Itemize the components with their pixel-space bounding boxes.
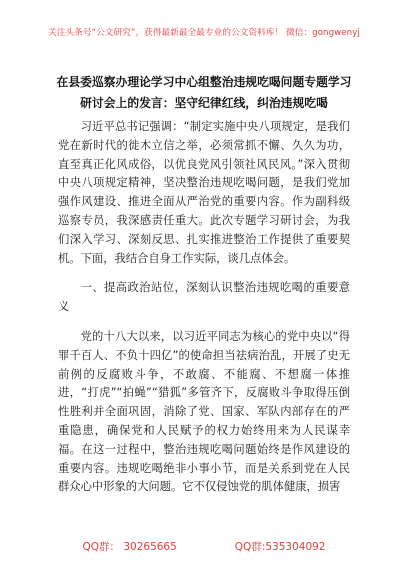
- footer-qq-left: QQ群： 30265665: [82, 541, 177, 553]
- title-line-1: 在县委巡察办理论学习中心组整治违规吃喝问题专题学习: [56, 75, 352, 89]
- footer-contacts: [0, 539, 408, 554]
- title-line-2: 研讨会上的发言：坚守纪律红线，纠治违规吃喝: [80, 96, 328, 110]
- document-body: [58, 118, 350, 497]
- paragraph-intro: 习近平总书记强调：“制定实施中央八项规定，是我们党在新时代的徙木立信之举，必须常抓不懈、久久为功，直至真正化风成俗，以优良党风引领社风民风。”深入贯彻中央八项规定精神，坚决整治违规吃喝问题，是我们党加强作风建设、推进全面从严治党的重要内容。作为副科级巡察专员，我深感责任重大。此次专题学习研讨会，为我们深入学习、深刻反思、扎实推进整治工作提供了重要契机。下面，我结合自身工作实际，谈几点体会。: [58, 120, 350, 265]
- header-banner: 关注头条号“公文研究”，获得最新最全最专业的公文资料库！ 微信：gongwenyj: [48, 28, 360, 38]
- document-title: [40, 72, 368, 114]
- footer-qq-right: QQ群:535304092: [234, 541, 326, 553]
- section-heading-1: 一、提高政治站位，深刻认识整治违规吃喝的重要意义: [58, 281, 350, 314]
- paragraph-section-1: 党的十八大以来，以习近平同志为核心的党中央以“得罪千百人、不负十四亿”的使命担当祛病治乱，开展了史无前例的反腐败斗争，不敢腐、不能腐、不想腐一体推进，“打虎”“拍蝇”“猎狐”多管齐下，反腐败斗争取得压倒性胜利并全面巩固，消除了党、国家、军队内部存在的严重隐患，确保党和人民赋予的权力始终用来为人民谋幸福。在这一过程中，整治违规吃喝问题始终是作风建设的重要内容。违规吃喝绝非小事小节，而是关系到党在人民群众心中形象的大问题。它不仅侵蚀党的肌体健康，损害: [58, 329, 350, 494]
